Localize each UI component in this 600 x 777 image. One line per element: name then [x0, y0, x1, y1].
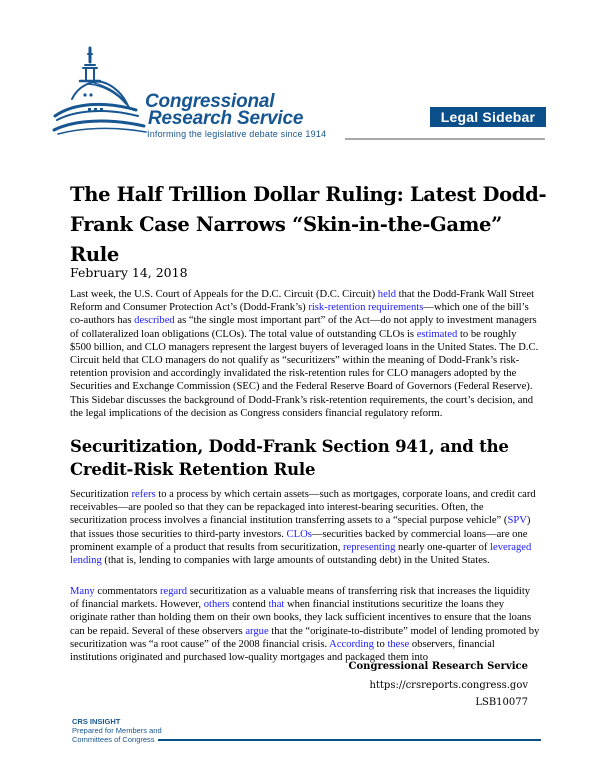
section-paragraph-2: Many commentators regard securitization as a valuable means of transferring risk that increases the liquidity of financial markets. However, others contend that when financial institutions securitize the loans they originate rather than holding them on their own books, they lack sufficient incentives to ensure that the loans can be repaid. Several of these observers argue that the “originate-to-distribute” model of lending promoted by securitization was “a root cause” of the 2008 financial crisis. According to these observers, financial institutions originated and purchased low-quality mortgages and packaged them into	[70, 586, 540, 664]
inline-link[interactable]: held	[377, 289, 397, 300]
inline-link[interactable]: refers	[131, 489, 156, 500]
inline-link[interactable]: CLOs	[286, 528, 312, 540]
page-title: The Half Trillion Dollar Ruling: Latest Dodd-Frank Case Narrows “Skin-in-the-Game” Rule	[70, 183, 547, 266]
section-paragraph-1: Securitization refers to a process by which certain assets—such as mortgages, corporate loans, and credit card receivables—are pooled so that they can be repackaged into interest-bearing securities. Often, the securitization process involves a financial institution transferring assets to a “special purpose vehicle” (SPV) that issues those securities to third-party investors. CLOs—securities backed by commercial loans—are one prominent example of a product that results from securitization, representing nearly one-quarter of leveraged lending (that is, lending to companies with large amounts of outstanding debt) in the United States.	[70, 489, 536, 567]
inline-link[interactable]: representing	[343, 541, 396, 553]
prepared-for-line1: Prepared for Members and	[72, 726, 162, 735]
inline-link[interactable]: Many	[70, 586, 95, 597]
inline-link[interactable]: risk-retention requirements	[308, 302, 424, 314]
logo-wordmark-line2: Research Service	[148, 108, 304, 129]
inline-link[interactable]: these	[387, 638, 410, 650]
inline-link[interactable]: argue	[245, 625, 269, 637]
intro-paragraph: Last week, the U.S. Court of Appeals for the D.C. Circuit (D.C. Circuit) held that the Dodd-Frank Wall Street Reform and Consumer Protection Act’s (Dodd-Frank’s) risk-retention requirements—which one of the bill’s co-authors has described as “the single most important part” of the Act—do not apply to investment managers of collateralized loan obligations (CLOs). The total value of outstanding CLOs is estimated to be roughly $500 billion, and CLO managers represent the largest buyers of leveraged loans in the United States. The D.C. Circuit held that CLO managers do not qualify as “securitizers” within the meaning of Dodd-Frank’s risk-retention provision and accordingly invalidated the risk-retention rules for CLO managers adopted by the Securities and Exchange Commission (SEC) and the Federal Reserve Board of Governors (Federal Reserve). This Sidebar discusses the background of Dodd-Frank’s risk-retention requirements, the court’s decision, and the legal implications of the decision as Congress considers financial regulatory reform.	[70, 289, 539, 419]
logo-tagline: Informing the legislative debate since 1914	[147, 129, 327, 139]
inline-link[interactable]: SPV	[507, 515, 527, 527]
inline-link[interactable]: regard	[160, 586, 188, 597]
header-divider	[345, 138, 545, 140]
inline-link[interactable]: that	[268, 599, 285, 611]
section-heading: Securitization, Dodd-Frank Section 941, and the Credit-Risk Retention Rule	[70, 437, 509, 479]
crs-insight-block	[72, 717, 162, 744]
footer-url[interactable]: https://crsreports.congress.gov	[369, 680, 528, 691]
inline-link[interactable]: According	[329, 638, 374, 650]
logo-wordmark-line1: Congressional	[145, 91, 275, 112]
prepared-for-line2: Committees of Congress	[72, 735, 155, 744]
capitol-dome-icon	[52, 44, 147, 144]
inline-link[interactable]: others	[203, 599, 230, 611]
inline-link[interactable]: leveraged lending	[70, 541, 532, 567]
footer-divider	[158, 739, 541, 741]
legal-sidebar-badge: Legal Sidebar	[430, 107, 546, 127]
crs-insight-label: CRS INSIGHT	[72, 717, 121, 726]
inline-link[interactable]: estimated	[416, 328, 458, 340]
publication-date: February 14, 2018	[70, 265, 188, 280]
footer-org-name: Congressional Research Service	[348, 661, 528, 672]
inline-link[interactable]: described	[134, 315, 175, 327]
report-id: LSB10077	[475, 697, 528, 708]
